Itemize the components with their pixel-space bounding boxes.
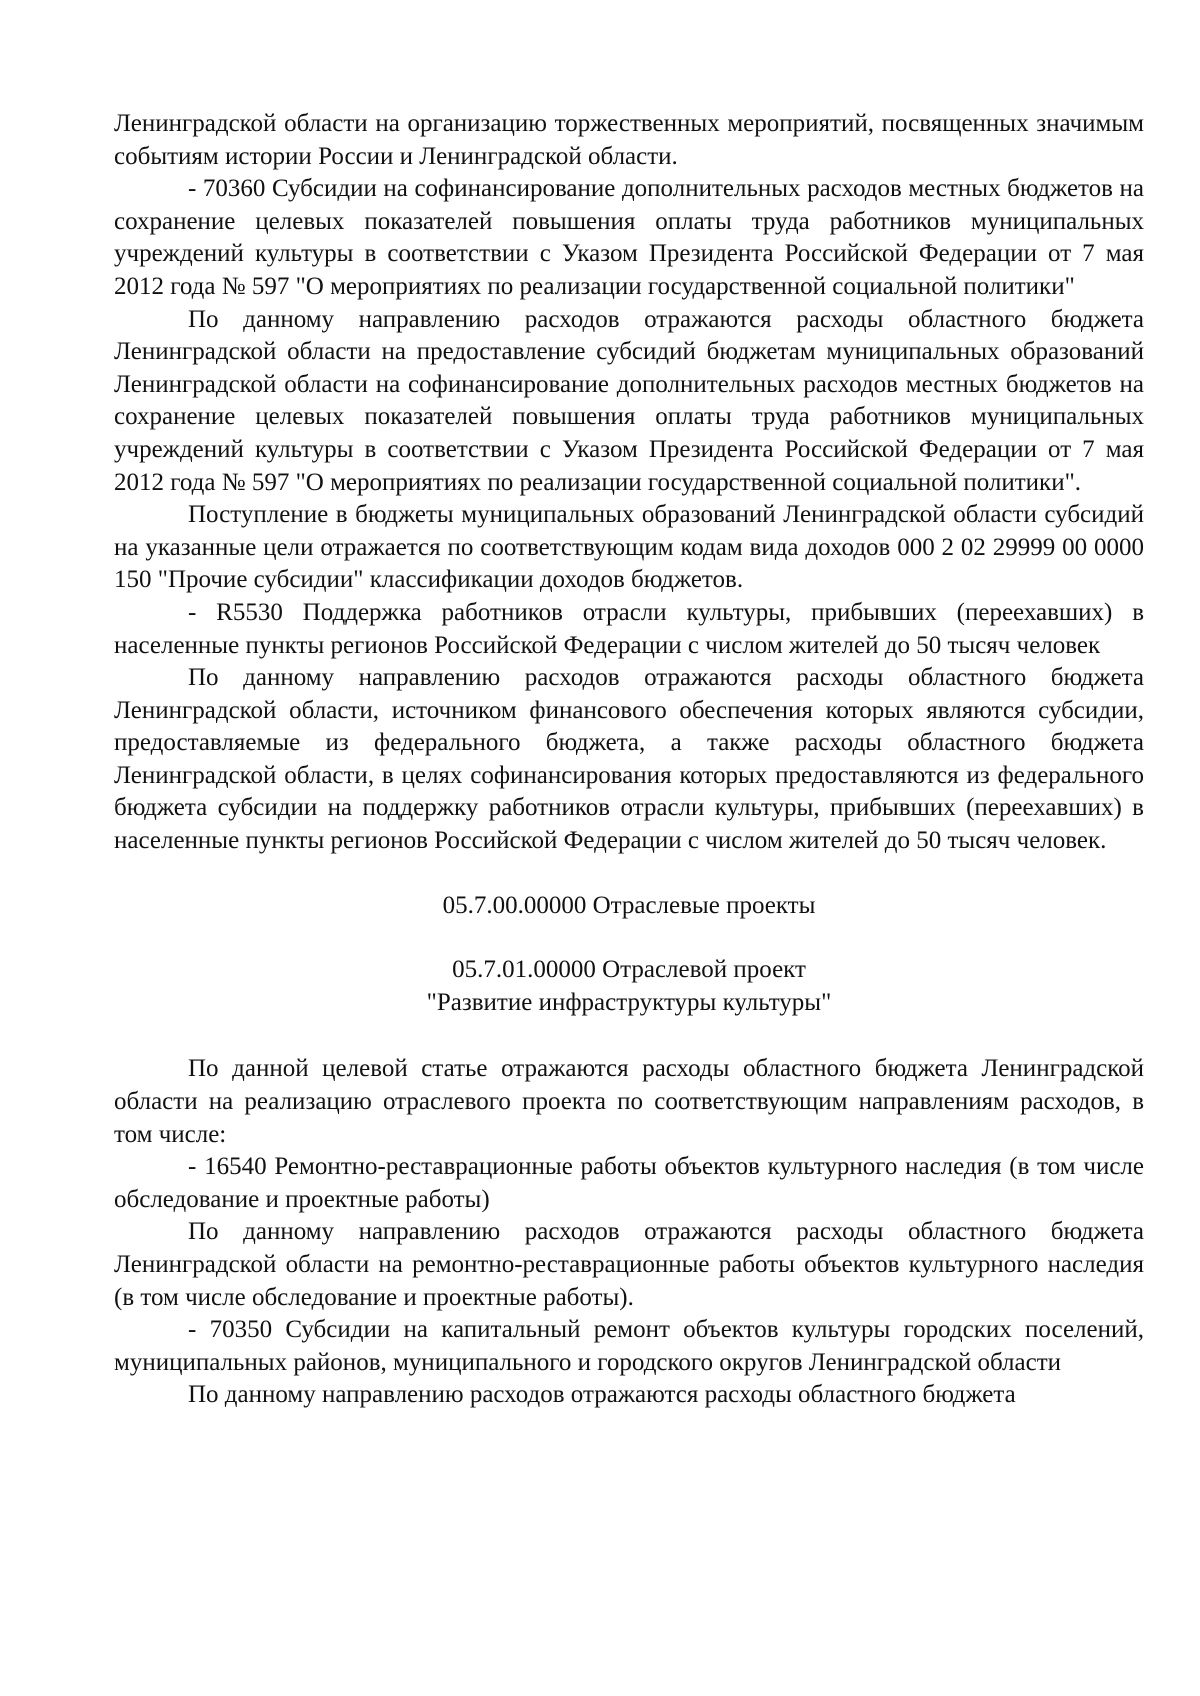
document-page (114, 108, 1144, 1412)
subsection-heading (114, 954, 1144, 1019)
subsection-heading-title: "Развитие инфраструктуры культуры" (426, 988, 832, 1016)
section-heading-sectoral-projects: 05.7.00.00000 Отраслевые проекты (442, 891, 816, 919)
paragraph-r5530-description: По данному направлению расходов отражаются расходы областного бюджета Ленинградской области, источником финансового обеспечения которых являются субсидии, предоставляемые из федерального бюджета, а также расходы областного бюджета Ленинградской области, в целях софинансирования которых предоставляются из федерального бюджета субсидии на поддержку работников отрасли культуры, прибывших (переехавших) в населенные пункты регионов Российской Федерации с числом жителей до 50 тысяч человек. (114, 664, 1144, 855)
paragraph-income-codes: Поступление в бюджеты муниципальных образований Ленинградской области субсидий на указанные цели отражается по соответствующим кодам вида доходов 000 2 02 29999 00 0000 150 "Прочие субсидии" классификации доходов бюджетов. (114, 501, 1144, 594)
paragraph-1: Ленинградской области на организацию торжественных мероприятий, посвященных значимым событиям истории России и Ленинградской области. (114, 110, 1144, 170)
paragraph-70360-description: По данному направлению расходов отражаются расходы областного бюджета Ленинградской области на предоставление субсидий бюджетам муниципальных образований Ленинградской области на софинансирование дополнительных расходов местных бюджетов на сохранение целевых показателей повышения оплаты труда работников муниципальных учреждений культуры в соответствии с Указом Президента Российской Федерации от 7 мая 2012 года № 597 "О мероприятиях по реализации государственной социальной политики". (114, 305, 1144, 496)
paragraph-16540-description: По данному направлению расходов отражаются расходы областного бюджета Ленинградской области на ремонтно-реставрационные работы объектов культурного наследия (в том числе обследование и проектные работы). (114, 1218, 1144, 1311)
paragraph-16540: - 16540 Ремонтно-реставрационные работы объектов культурного наследия (в том числе обследование и проектные работы) (114, 1153, 1144, 1213)
paragraph-r5530: - R5530 Поддержка работников отрасли культуры, прибывших (переехавших) в населенные пункты регионов Российской Федерации с числом жителей до 50 тысяч человек (114, 598, 1144, 659)
paragraph-target-article: По данной целевой статье отражаются расходы областного бюджета Ленинградской области на реализацию отраслевого проекта по соответствующим направлениям расходов, в том числе: (114, 1055, 1144, 1148)
paragraph-70360: - 70360 Субсидии на софинансирование дополнительных расходов местных бюджетов на сохранение целевых показателей повышения оплаты труда работников муниципальных учреждений культуры в соответствии с Указом Президента Российской Федерации от 7 мая 2012 года № 597 "О мероприятиях по реализации государственной социальной политики" (114, 175, 1144, 300)
paragraph-70350: - 70350 Субсидии на капитальный ремонт объектов культуры городских поселений, муниципальных районов, муниципального и городского округов Ленинградской области (114, 1316, 1144, 1376)
paragraph-70350-description: По данному направлению расходов отражаются расходы областного бюджета (188, 1381, 1016, 1409)
subsection-heading-code: 05.7.01.00000 Отраслевой проект (452, 956, 806, 984)
